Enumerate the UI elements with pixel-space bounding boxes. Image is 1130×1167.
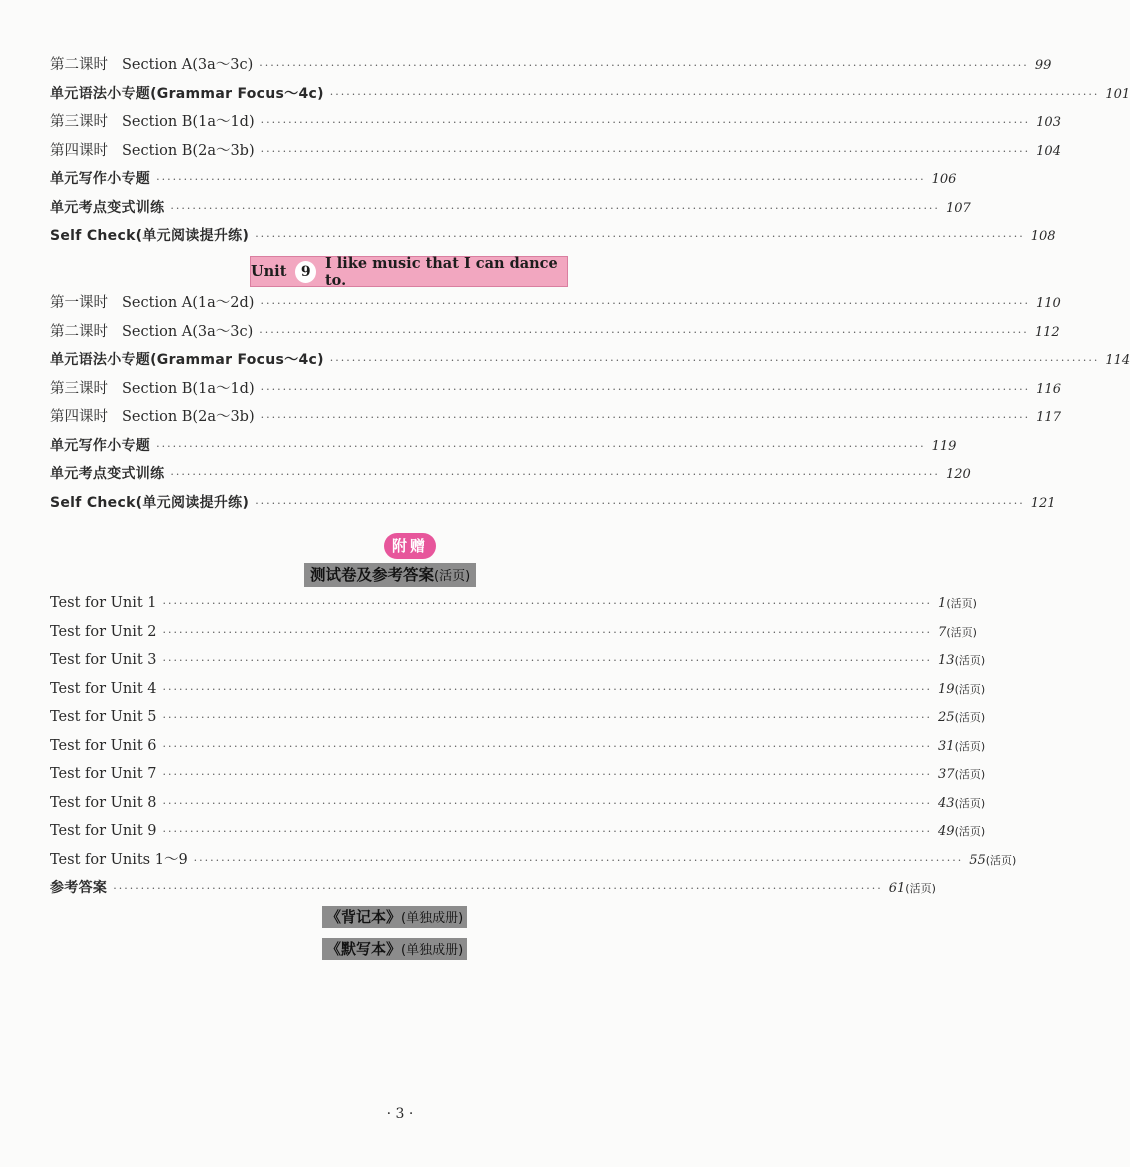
page-ref [1031, 492, 1056, 516]
toc-entry [50, 405, 1061, 429]
unit-number-circle: 9 [295, 261, 316, 283]
toc-entry [50, 434, 957, 458]
toc-entry-title [50, 53, 253, 77]
section-title: Section A(3a～3c) [122, 57, 254, 73]
section-title: 参考答案 [50, 880, 108, 896]
page-ref-suffix: (活页) [946, 625, 977, 639]
toc-entry-title [50, 82, 324, 106]
toc-entry-title [50, 620, 157, 644]
booklet-dictation-suffix: (单独成册) [401, 943, 464, 958]
section-title: Section B(1a～1d) [122, 114, 255, 130]
toc-entry [50, 848, 1017, 872]
toc-entry [50, 491, 1056, 515]
toc-entry [50, 139, 1061, 163]
page-ref [1036, 140, 1061, 164]
page-ref [938, 792, 985, 816]
toc-entry [50, 320, 1060, 344]
page-ref-suffix: (活页) [985, 853, 1017, 867]
page-ref [932, 435, 957, 459]
dot-leader: ············································································································································ [162, 739, 933, 753]
page-ref-number: 119 [931, 438, 957, 454]
toc-entry [50, 705, 986, 729]
section-title: Section A(3a～3c) [122, 323, 254, 340]
toc-entry-title [50, 677, 157, 701]
toc-entry [50, 110, 1061, 134]
toc-entry [50, 677, 986, 701]
dot-leader: ············································································································································ [170, 468, 940, 481]
toc-entry [50, 620, 977, 644]
page-ref-suffix: (活页) [954, 739, 986, 753]
toc-entry-title [50, 491, 249, 515]
toc-entry-title [50, 320, 253, 344]
page-ref-suffix: (活页) [954, 682, 986, 696]
dot-leader: ············································································································································ [162, 768, 933, 781]
page-ref-suffix: (活页) [954, 796, 986, 810]
page-ref-number: 117 [1036, 410, 1061, 425]
dot-leader: ············································································································································ [162, 654, 933, 667]
toc-entry [50, 348, 1130, 372]
dot-leader: ············································································································································ [162, 711, 933, 724]
toc-entry-title [50, 405, 255, 429]
toc-entry [50, 819, 986, 843]
dot-leader: ············································································································································ [113, 882, 883, 895]
page-ref [1105, 349, 1130, 373]
toc-entry [50, 648, 986, 672]
lesson-label: 第一课时 [50, 295, 108, 311]
page-ref [946, 463, 971, 487]
page-ref-number: 37 [938, 767, 955, 782]
page-ref [938, 706, 985, 730]
section-title: Test for Units 1～9 [50, 851, 188, 868]
toc-entry [50, 53, 1052, 77]
page-ref-number: 25 [938, 710, 955, 725]
dot-leader: ············································································································································ [156, 173, 926, 186]
section-title: Section A(1a～2d) [122, 295, 255, 311]
page-ref-number: 7 [938, 624, 947, 640]
section-title: Test for Unit 9 [50, 823, 157, 839]
page-ref-number: 55 [969, 852, 986, 868]
dot-leader: ············································································································································ [260, 411, 1031, 424]
toc-entry-title [50, 434, 150, 458]
section-title: Self Check(单元阅读提升练) [50, 494, 250, 511]
test-banner-main: 测试卷及参考答案 [310, 566, 435, 584]
toc-entry-title [50, 139, 255, 163]
toc-entry-title [50, 110, 255, 134]
toc-entry [50, 377, 1061, 401]
lesson-label: 第三课时 [50, 380, 108, 397]
lesson-label: 第四课时 [50, 142, 108, 159]
page-ref-number: 106 [931, 172, 957, 187]
section-title: Test for Unit 4 [50, 680, 157, 697]
section-title: Section B(1a～1d) [122, 380, 255, 397]
page-ref-number: 13 [938, 653, 955, 668]
booklet-memorize-suffix: (单独成册) [401, 911, 464, 926]
page-ref [938, 649, 985, 673]
test-papers-banner [304, 563, 476, 587]
page-ref-number: 120 [945, 467, 971, 482]
dot-leader: ············································································································································ [162, 796, 933, 810]
page-ref-number: 112 [1034, 324, 1060, 340]
booklet-dictation-title: 《默写本》 [326, 940, 402, 958]
page-ref-number: 19 [938, 681, 955, 697]
page-ref [938, 621, 977, 645]
dot-leader: ············································································································································ [329, 87, 1100, 101]
page-ref-number: 114 [1105, 353, 1130, 368]
toc-entry [50, 591, 977, 615]
lesson-label: 第四课时 [50, 409, 108, 425]
toc-entry-title [50, 224, 249, 248]
page-ref-suffix: (活页) [954, 711, 986, 724]
toc-entry-title [50, 705, 157, 729]
dot-leader: ············································································································································ [193, 853, 964, 867]
dot-leader: ············································································································································ [259, 325, 1029, 339]
toc-entry-title [50, 348, 324, 372]
toc-entry-title [50, 848, 188, 872]
page-ref [1036, 406, 1061, 430]
toc-entry-title [50, 876, 107, 900]
toc-entry-title [50, 734, 157, 758]
lesson-label: 第二课时 [50, 57, 108, 73]
toc-entry [50, 791, 986, 815]
page-ref [946, 197, 971, 221]
toc-entry-title [50, 762, 157, 786]
page-ref-number: 107 [945, 200, 971, 216]
dot-leader: ············································································································································ [156, 439, 926, 453]
toc-entry-title [50, 196, 164, 220]
page-ref-number: 110 [1035, 296, 1061, 311]
toc-entry-title [50, 591, 157, 615]
toc-entry [50, 196, 971, 220]
lesson-label: 第二课时 [50, 323, 108, 340]
section-title: 单元写作小专题 [50, 437, 151, 454]
page-ref-suffix: (活页) [954, 825, 986, 838]
section-title: Test for Unit 3 [50, 652, 157, 668]
page-number: · 3 · [386, 1106, 414, 1122]
dot-leader: ············································································································································ [162, 597, 933, 610]
lesson-label: 第三课时 [50, 114, 108, 130]
dot-leader: ············································································································································ [162, 682, 933, 696]
page-ref-number: 108 [1030, 229, 1056, 244]
page-ref-number: 99 [1034, 58, 1052, 73]
section-title: 单元语法小专题(Grammar Focus～4c) [50, 85, 324, 102]
page-ref [1035, 321, 1060, 345]
page-ref-number: 31 [938, 738, 955, 754]
toc-entry [50, 224, 1056, 248]
dot-leader: ············································································································································ [260, 144, 1031, 158]
booklet-memorize-title: 《背记本》 [326, 908, 402, 926]
page-ref [969, 849, 1016, 873]
section-title: Test for Unit 5 [50, 709, 157, 725]
page-ref [1036, 292, 1061, 316]
page-ref [938, 735, 985, 759]
unit-9-banner [250, 256, 568, 287]
dot-leader: ············································································································································ [329, 354, 1100, 367]
dot-leader: ············································································································································ [260, 116, 1031, 129]
toc-entry-title [50, 648, 157, 672]
page-ref [938, 763, 985, 787]
page-ref-number: 116 [1036, 381, 1061, 397]
toc-entry [50, 762, 986, 786]
page-ref [938, 678, 985, 702]
toc-entry [50, 167, 957, 191]
appendix-badge: 附赠 [384, 533, 436, 559]
unit-prefix: Unit [251, 263, 287, 280]
dot-leader: ············································································································································ [162, 625, 933, 639]
toc-entry-title [50, 819, 157, 843]
dot-leader: ············································································································································ [260, 297, 1030, 310]
page-ref [1105, 83, 1130, 107]
dot-leader: ············································································································································ [255, 496, 1025, 510]
page-ref [1035, 54, 1052, 78]
dot-leader: ············································································································································ [170, 201, 940, 215]
page-ref [932, 168, 957, 192]
dot-leader: ············································································································································ [260, 382, 1031, 396]
section-title: Test for Unit 7 [50, 766, 157, 782]
section-title: Section B(2a～3b) [122, 409, 255, 425]
section-title: 单元语法小专题(Grammar Focus～4c) [50, 352, 324, 368]
section-title: Test for Unit 2 [50, 623, 157, 640]
toc-entry-title [50, 291, 254, 315]
unit-title: I like music that I can dance to. [324, 254, 558, 289]
test-banner-suffix: (活页) [434, 569, 471, 584]
page-ref-suffix: (活页) [954, 768, 986, 781]
page-ref-number: 1 [938, 596, 947, 611]
page-ref [1036, 378, 1061, 402]
dot-leader: ············································································································································ [162, 825, 933, 838]
section-title: Test for Unit 1 [50, 595, 157, 611]
page-ref-number: 121 [1030, 495, 1056, 511]
page-ref-number: 61 [888, 881, 906, 896]
page-ref-number: 43 [938, 795, 955, 811]
page-ref [938, 820, 985, 844]
toc-entry-title [50, 167, 150, 191]
page-ref-number: 104 [1036, 143, 1061, 159]
toc-entry [50, 82, 1130, 106]
page-ref-number: 49 [938, 824, 955, 839]
section-title: Self Check(单元阅读提升练) [50, 228, 250, 244]
dot-leader: ············································································································································ [259, 59, 1029, 72]
toc-entry [50, 291, 1061, 315]
page-ref-suffix: (活页) [905, 882, 936, 895]
toc-entry-title [50, 377, 255, 401]
page-ref [1036, 111, 1061, 135]
section-title: Section B(2a～3b) [122, 142, 255, 159]
page-ref-number: 103 [1036, 115, 1061, 130]
section-title: 单元考点变式训练 [50, 466, 165, 482]
section-title: Test for Unit 6 [50, 737, 157, 754]
toc-entry-title [50, 462, 164, 486]
page-ref-suffix: (活页) [954, 654, 986, 667]
page-ref [1031, 225, 1056, 249]
toc-entry [50, 876, 936, 900]
toc-entry-title [50, 791, 157, 815]
section-title: Test for Unit 8 [50, 794, 157, 811]
page-ref-suffix: (活页) [946, 597, 977, 610]
dot-leader: ············································································································································ [255, 230, 1025, 243]
page-ref [889, 877, 936, 901]
section-title: 单元写作小专题 [50, 171, 151, 187]
booklet-dictation [322, 938, 467, 960]
page-ref [938, 592, 977, 616]
page-ref-number: 101 [1105, 86, 1130, 102]
toc-entry [50, 462, 971, 486]
section-title: 单元考点变式训练 [50, 199, 165, 216]
booklet-memorize [322, 906, 467, 928]
toc-entry [50, 734, 986, 758]
